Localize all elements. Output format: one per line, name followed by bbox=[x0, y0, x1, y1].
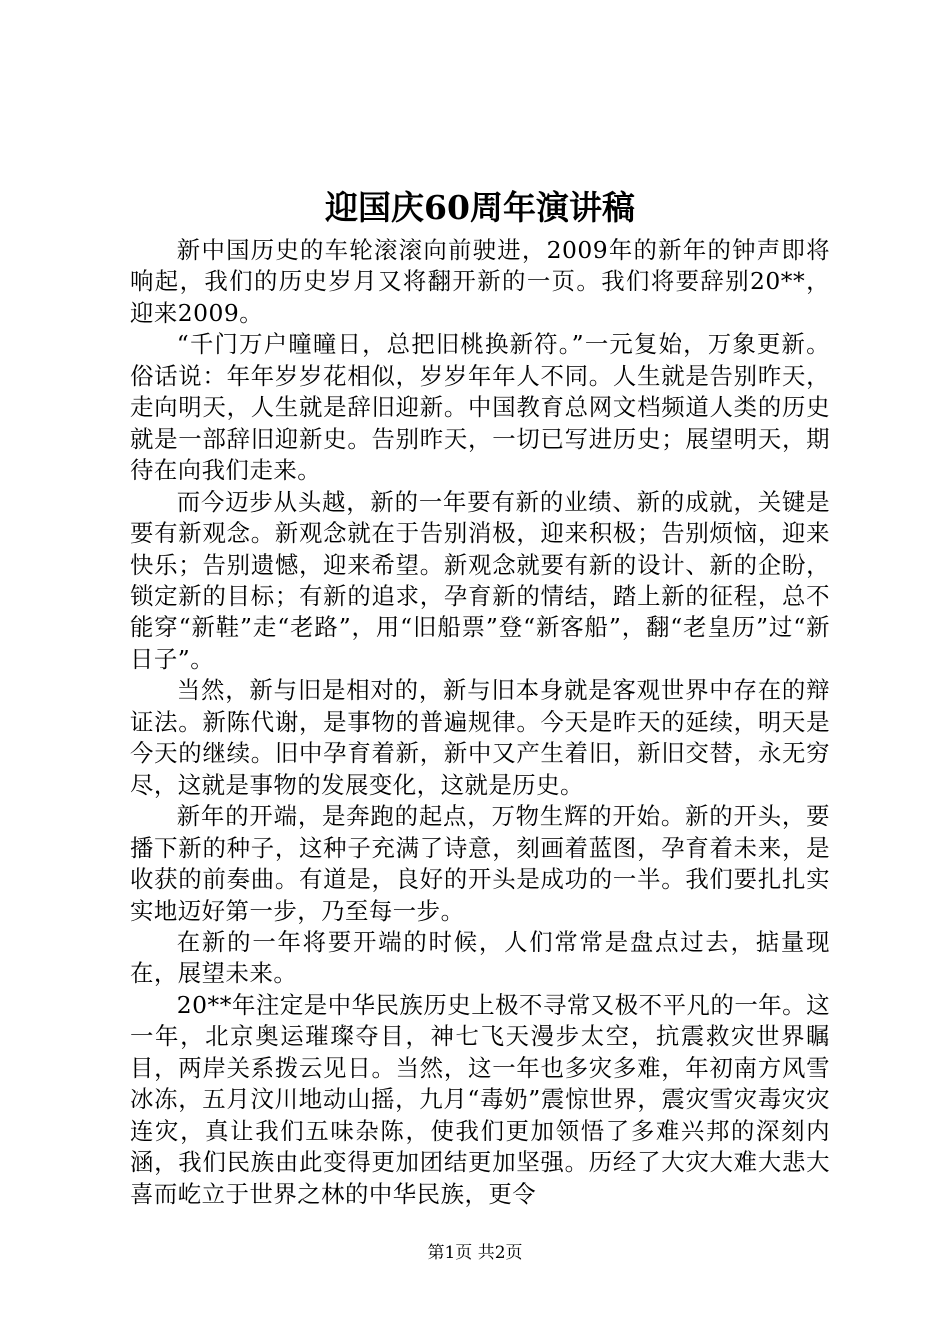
paragraph: 新年的开端，是奔跑的起点，万物生辉的开始。新的开头，要播下新的种子，这种子充满了诗意，刻画着蓝图，孕育着未来，是收获的前奏曲。有道是，良好的开头是成功的一半。我们要扎扎实实地迈好第一步，乃至每一步。 bbox=[130, 802, 830, 925]
paragraph: 新中国历史的车轮滚滚向前驶进，2009年的新年的钟声即将响起，我们的历史岁月又将翻开新的一页。我们将要辞别20**，迎来2009。 bbox=[130, 236, 830, 327]
paragraph: 而今迈步从头越，新的一年要有新的业绩、新的成就，关键是要有新观念。新观念就在于告别消极，迎来积极；告别烦恼，迎来快乐；告别遗憾，迎来希望。新观念就要有新的设计、新的企盼，锁定新的目标；有新的追求，孕育新的情结，踏上新的征程，总不能穿“新鞋”走“老路”，用“旧船票”登“新客船”，翻“老皇历”过“新日子”。 bbox=[130, 487, 830, 673]
paragraph: 当然，新与旧是相对的，新与旧本身就是客观世界中存在的辩证法。新陈代谢，是事物的普遍规律。今天是昨天的延续，明天是今天的继续。旧中孕育着新，新中又产生着旧，新旧交替，永无穷尽，这就是事物的发展变化，这就是历史。 bbox=[130, 676, 830, 799]
document-title: 迎国庆60周年演讲稿 bbox=[325, 188, 635, 227]
document-body bbox=[130, 235, 830, 1210]
paragraph: “千门万户曈曈日，总把旧桃换新符。”一元复始，万象更新。俗话说：年年岁岁花相似，岁岁年年人不同。人生就是告别昨天，走向明天，人生就是辞旧迎新。中国教育总网文档频道人类的历史就是一部辞旧迎新史。告别昨天，一切已写进历史；展望明天，期待在向我们走来。 bbox=[130, 330, 830, 485]
paragraph: 20**年注定是中华民族历史上极不寻常又极不平凡的一年。这一年，北京奥运璀璨夺目，神七飞天漫步太空，抗震救灾世界瞩目，两岸关系拨云见日。当然，这一年也多灾多难，年初南方风雪冰冻，五月汶川地动山摇，九月“毒奶”震惊世界，震灾雪灾毒灾灾连灾，真让我们五味杂陈，使我们更加领悟了多难兴邦的深刻内涵，我们民族由此变得更加团结更加坚强。历经了大灾大难大悲大喜而屹立于世界之林的中华民族，更令 bbox=[130, 990, 830, 1208]
page-footer: 第1页 共2页 bbox=[427, 1243, 523, 1263]
paragraph: 在新的一年将要开端的时候，人们常常是盘点过去，掂量现在，展望未来。 bbox=[130, 927, 830, 988]
